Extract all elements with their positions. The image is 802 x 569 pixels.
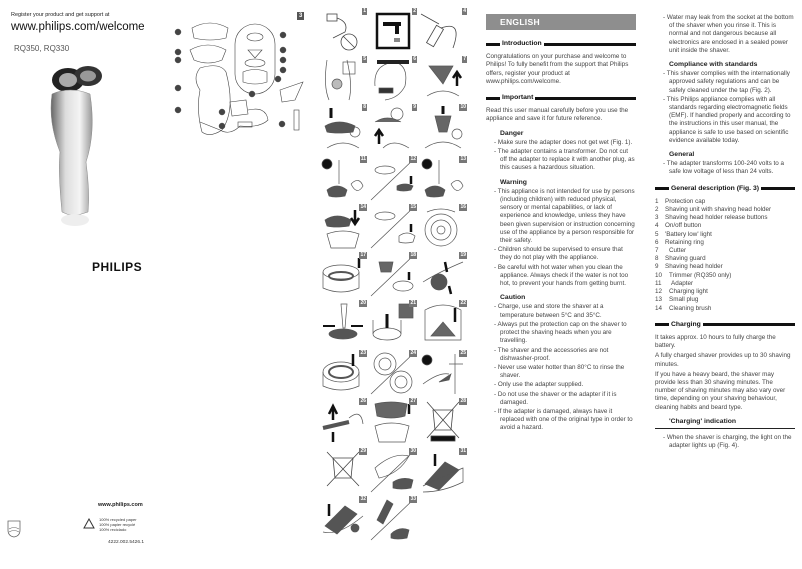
parts-diagram	[170, 0, 310, 569]
divider	[655, 428, 795, 429]
parts-list-item: 5 'Battery low' light	[655, 230, 712, 238]
figure-cell: 8	[319, 104, 367, 150]
figure-cell: 1	[319, 8, 367, 54]
figure-cell: 10	[419, 104, 467, 150]
subheading-warning: Warning	[500, 178, 527, 186]
figure-cell: 12	[369, 156, 417, 202]
adapter-light-icon	[419, 8, 467, 54]
register-text: Register your product and get support at	[11, 12, 110, 18]
language-header: ENGLISH	[486, 14, 636, 30]
subheading-general: General	[669, 151, 695, 159]
list-item: - When the shaver is charging, the light on the adapter lights up (Fig. 4).	[663, 433, 792, 450]
figure-cell: 21	[369, 300, 417, 346]
parts-list-item: 11 Adapter	[655, 279, 694, 287]
parts-list-item: 2 Shaving unit with shaving head holder	[655, 206, 772, 214]
shaver-product-image	[40, 62, 110, 232]
figure-cell: 22	[419, 300, 467, 346]
figure-cell: 11	[319, 156, 367, 202]
subheading-danger: Danger	[500, 129, 524, 137]
section-heading-general-description: General description (Fig. 3)	[655, 185, 795, 193]
charging-paragraph: It takes approx. 10 hours to fully charge the battery.	[655, 333, 776, 350]
list-item: - The shaver and the accessories are not dishwasher-proof.	[494, 346, 609, 362]
figure-cell: 28	[419, 398, 467, 444]
figure-number-badge: 3	[299, 13, 303, 19]
figure-cell: 13	[419, 156, 467, 202]
charging-paragraph: If you have a heavy beard, the shaver may provide less than 30 shaving minutes. The number of shaving minutes may also vary over time, depending on your shaving behaviour, cleaning habits and beard type.	[655, 370, 786, 411]
footer-url[interactable]: www.philips.com	[98, 502, 143, 508]
philips-shield-icon	[7, 520, 21, 538]
list-item: - Never use water hotter than 80°C to rinse the shaver.	[494, 363, 625, 380]
parts-list-item: 4 On/off button	[655, 222, 702, 230]
list-item: - Be careful with hot water when you clean the appliance. Always check if the water is not too hot, to prevent your hands from getting burnt.	[494, 263, 629, 288]
figure-cell: 24	[369, 350, 417, 396]
document-code: 4222.002.5426.1	[108, 540, 145, 545]
recycle-icon	[82, 518, 96, 532]
manual-column-2	[655, 14, 795, 569]
parts-list-item: 12 Charging light	[655, 288, 708, 296]
figure-cell: 29	[319, 448, 367, 494]
figure-cell: 9	[369, 104, 417, 150]
figure-cell: 15	[369, 204, 417, 250]
parts-list-item: 1 Protection cap	[655, 197, 706, 205]
figure-cell: 5	[319, 56, 367, 102]
figure-cell: 14	[319, 204, 367, 250]
parts-exploded-view	[170, 10, 310, 145]
list-item: - Do not use the shaver or the adapter if it is damaged.	[494, 390, 617, 406]
list-item: - Children should be supervised to ensure that they do not play with the appliance.	[494, 246, 623, 262]
figure-cell: 19	[419, 252, 467, 298]
figure-cell: 33	[369, 496, 417, 542]
model-numbers: RQ350, RQ330	[14, 44, 70, 53]
list-item: - If the adapter is damaged, always have it replaced with one of the original type in order to avoid a hazard.	[494, 407, 633, 432]
tap-water-icon	[369, 8, 417, 54]
figure-cell: 26	[319, 398, 367, 444]
register-url[interactable]: www.philips.com/welcome	[11, 21, 145, 33]
cover-page	[0, 0, 170, 569]
parts-list-item: 3 Shaving head holder release buttons	[655, 214, 768, 222]
figure-cell: 2	[369, 8, 417, 54]
figure-cell: 4	[419, 8, 467, 54]
figure-cell: 30	[369, 448, 417, 494]
list-item: - The adapter transforms 100-240 volts to a safe low voltage of less than 24 volts.	[663, 160, 784, 176]
parts-list-item: 9 Shaving head holder	[655, 263, 723, 271]
philips-logo: PHILIPS	[92, 260, 143, 274]
subheading-charging-indication: 'Charging' indication	[669, 417, 737, 425]
parts-list-item: 7 Cutter	[655, 247, 687, 255]
introduction-text: Congratulations on your purchase and welcome to Philips! To fully benefit from the support that Philips offers, register your product at www.philips.com/welcome.	[486, 53, 629, 85]
figure-cell: 32	[319, 496, 367, 542]
figure-cell: 16	[419, 204, 467, 250]
recycled-paper-text: 100% recycled paper 100% papier recyclé 100% reciclado	[99, 517, 137, 532]
list-item: - Make sure the adapter does not get wet (Fig. 1).	[494, 138, 633, 146]
list-item: - Water may leak from the socket at the bottom of the shaver when you rinse it. This is normal and not dangerous because all electronics are enclosed in a sealed power unit inside the shaver.	[663, 14, 794, 54]
figure-grid	[315, 0, 465, 569]
figure-cell: 18	[369, 252, 417, 298]
parts-list-item: 10 Trimmer (RQ350 only)	[655, 271, 732, 279]
figure-cell: 31	[419, 448, 467, 494]
figure-cell: 25	[419, 350, 467, 396]
figure-cell: 23	[319, 350, 367, 396]
list-item: - This Philips appliance complies with all standards regarding electromagnetic fields (EMF). If handled properly and according to the instructions in this user manual, the appliance is safe to use based on scientific evidence available today.	[663, 95, 791, 144]
parts-list-item: 14 Cleaning brush	[655, 304, 712, 312]
adapter-no-water-icon	[319, 8, 367, 54]
list-item: - Always put the protection cap on the shaver to protect the shaving heads when you are travelling.	[494, 320, 627, 345]
figure-cell: 6	[369, 56, 417, 102]
manual-column-1	[486, 32, 636, 569]
section-heading-charging: Charging	[655, 321, 795, 329]
list-item: - The adapter contains a transformer. Do not cut off the adapter to replace it with another plug, as this causes a hazardous situation.	[494, 148, 635, 172]
list-item: - Only use the adapter supplied.	[494, 381, 584, 389]
list-item: - Charge, use and store the shaver at a temperature between 5°C and 35°C.	[494, 303, 604, 319]
parts-list	[655, 198, 795, 313]
important-text: Read this user manual carefully before you use the appliance and save it for future reference.	[486, 107, 629, 123]
parts-list-item: 8 Shaving guard	[655, 255, 706, 263]
figure-cell: 7	[419, 56, 467, 102]
list-item: - This appliance is not intended for use by persons (including children) with reduced physical, sensory or mental capabilities, or lack of experience and knowledge, unless they have been given supervision or instruction concerning use of the appliance by a person responsible for their safety.	[494, 187, 635, 245]
section-heading-introduction: Introduction	[486, 40, 636, 48]
figure-cell: 17	[319, 252, 367, 298]
list-item: - This shaver complies with the internationally approved safety regulations and can be safely cleaned under the tap (Fig. 2).	[663, 70, 790, 94]
subheading-compliance: Compliance with standards	[669, 61, 758, 69]
charging-paragraph: A fully charged shaver provides up to 30 shaving minutes.	[655, 352, 791, 368]
parts-list-item: 13 Small plug	[655, 296, 699, 304]
section-heading-important: Important	[486, 94, 636, 102]
parts-list-item: 6 Retaining ring	[655, 238, 704, 246]
figure-cell: 27	[369, 398, 417, 444]
subheading-caution: Caution	[500, 294, 526, 302]
figure-cell: 20	[319, 300, 367, 346]
